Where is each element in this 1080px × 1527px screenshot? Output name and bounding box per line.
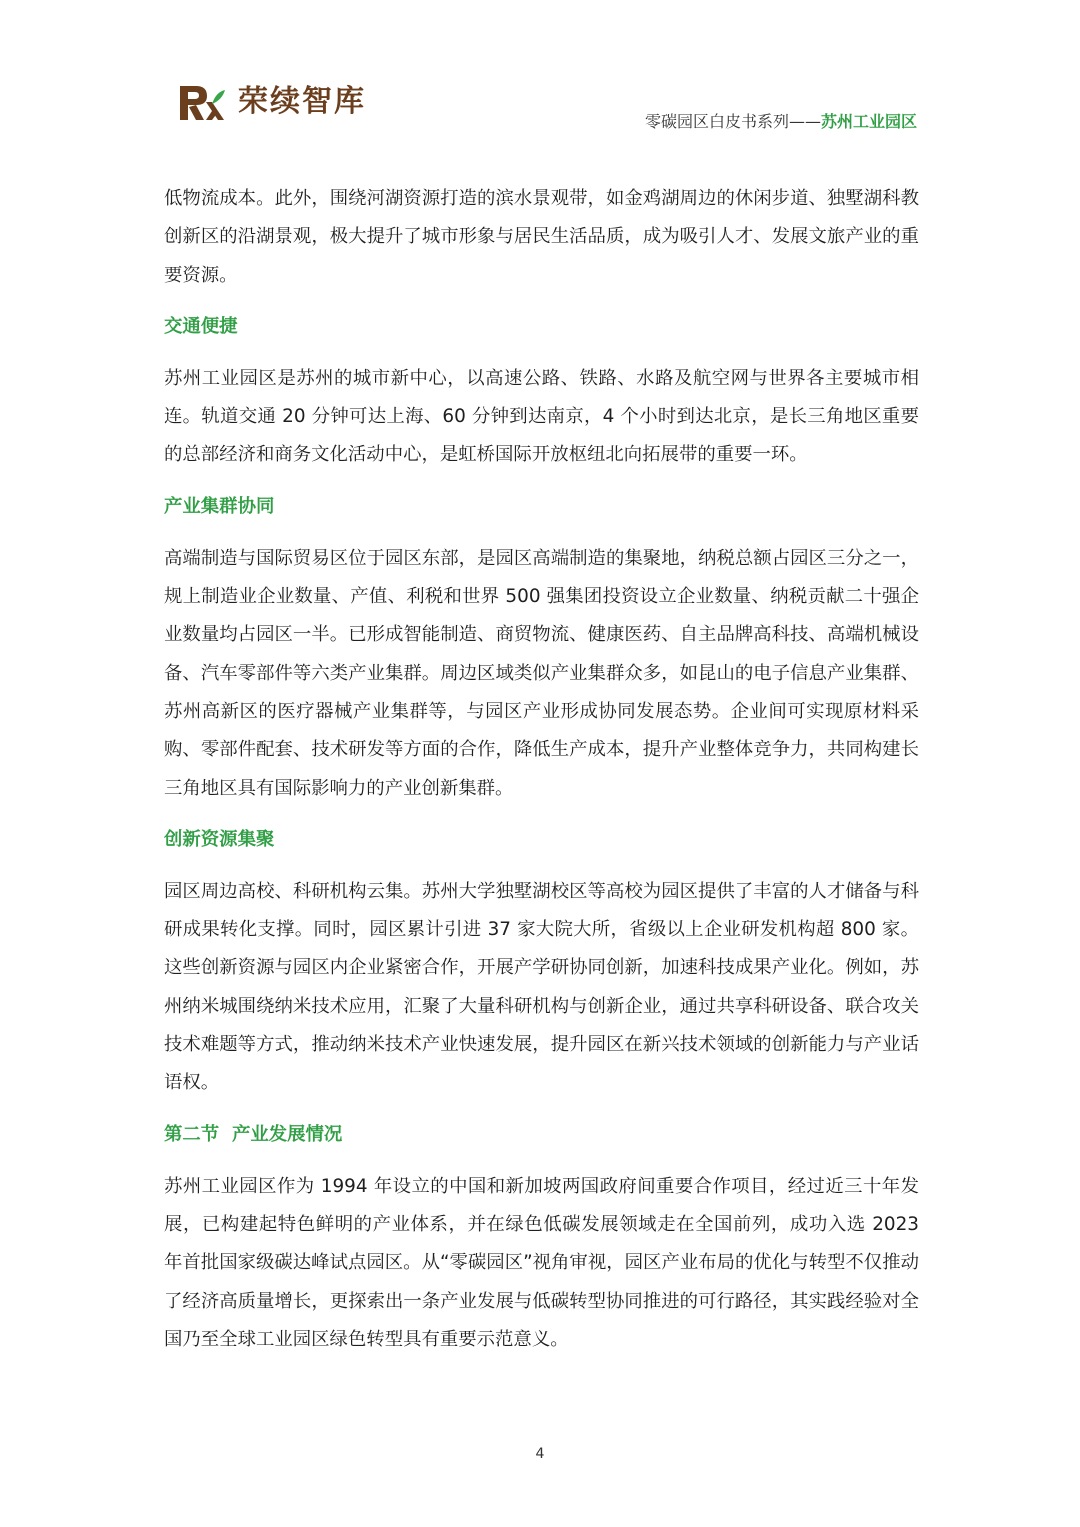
series-highlight: 苏州工业园区 xyxy=(820,112,917,131)
transport-paragraph: 苏州工业园区是苏州的城市新中心，以高速公路、铁路、水路及航空网与世界各主要城市相连。轨道交通 20 分钟可达上海、60 分钟到达南京，4 个小时到达北京，是长三角地区重要的总部经济和商务文化活动中心，是虹桥国际开放枢纽北向拓展带的重要一环。 xyxy=(164,367,919,466)
brand-name: 荣续智库 xyxy=(238,84,366,119)
development-paragraph: 苏州工业园区作为 1994 年设立的中国和新加坡两国政府间重要合作项目，经过近三十年发展，已构建起特色鲜明的产业体系，并在绿色低碳发展领域走在全国前列，成功入选 2023 年首批国家级碳达峰试点园区。从“零碳园区”视角审视，园区产业布局的优化与转型不仅推动了经济高质量增长，更探索出一条产业发展与低碳转型协同推进的可行路径，其实践经验对全国乃至全球工业园区绿色转型具有重要示范意义。 xyxy=(164,1175,919,1350)
heading-section-two: 第二节 产业发展情况 xyxy=(164,1123,343,1145)
heading-innovation: 创新资源集聚 xyxy=(164,828,275,850)
page-number: 4 xyxy=(535,1446,545,1462)
rx-logo-icon xyxy=(176,80,226,124)
page-header xyxy=(0,0,1080,150)
document-body xyxy=(164,180,919,1359)
heading-transport: 交通便捷 xyxy=(164,315,238,337)
cluster-paragraph: 高端制造与国际贸易区位于园区东部，是园区高端制造的集聚地，纳税总额占园区三分之一，规上制造业企业数量、产值、利税和世界 500 强集团投资设立企业数量、纳税贡献二十强企业数量均占园区一半。已形成智能制造、商贸物流、健康医药、自主品牌高科技、高端机械设备、汽车零部件等六类产业集群。周边区域类似产业集群众多，如昆山的电子信息产业集群、苏州高新区的医疗器械产业集群等，与园区产业形成协同发展态势。企业间可实现原材料采购、零部件配套、技术研发等方面的合作，降低生产成本，提升产业整体竞争力，共同构建长三角地区具有国际影响力的产业创新集群。 xyxy=(164,547,919,799)
brand-logo xyxy=(176,80,366,124)
series-title xyxy=(645,111,917,133)
innovation-paragraph: 园区周边高校、科研机构云集。苏州大学独墅湖校区等高校为园区提供了丰富的人才储备与科研成果转化支撑。同时，园区累计引进 37 家大院大所，省级以上企业研发机构超 800 家。这些创新资源与园区内企业紧密合作，开展产学研协同创新，加速科技成果产业化。例如，苏州纳米城围绕纳米技术应用，汇聚了大量科研机构与创新企业，通过共享科研设备、联合攻关技术难题等方式，推动纳米技术产业快速发展，提升园区在新兴技术领域的创新能力与产业话语权。 xyxy=(164,880,919,1094)
intro-paragraph: 低物流成本。此外，围绕河湖资源打造的滨水景观带，如金鸡湖周边的休闲步道、独墅湖科教创新区的沿湖景观，极大提升了城市形象与居民生活品质，成为吸引人才、发展文旅产业的重要资源。 xyxy=(164,188,919,286)
heading-industry-cluster: 产业集群协同 xyxy=(164,495,275,517)
series-prefix: 零碳园区白皮书系列—— xyxy=(644,112,821,131)
